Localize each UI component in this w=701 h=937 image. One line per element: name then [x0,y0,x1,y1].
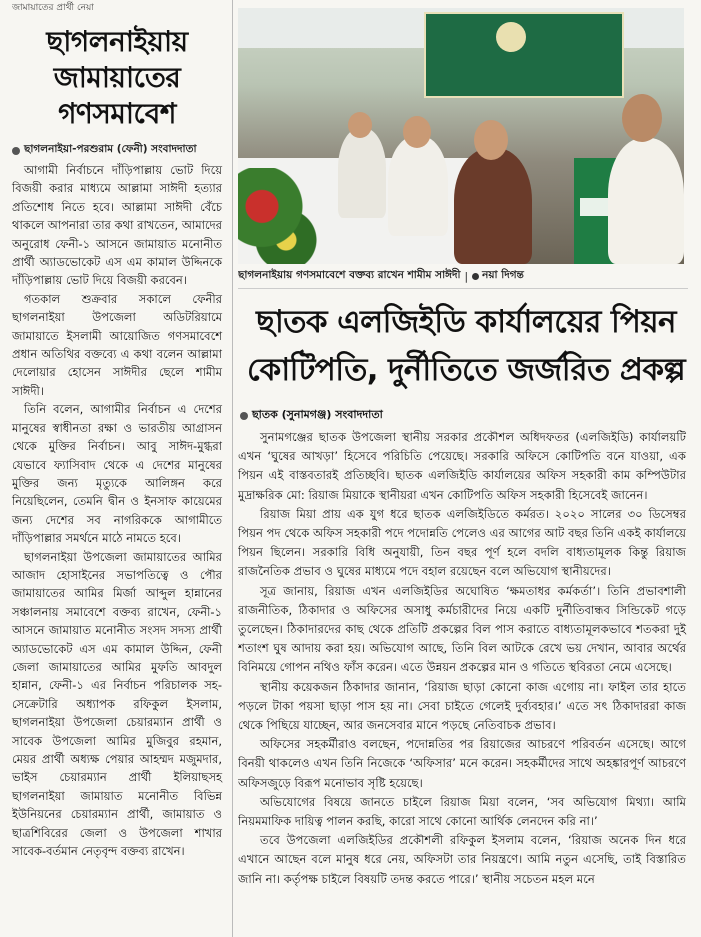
photo-head [403,116,431,148]
left-paragraph: গতকাল শুক্রবার সকালে ফেনীর ছাগলনাইয়া উপজেলা অডিটরিয়ামে জামায়াতে ইসলামী আয়োজিত গণসমাবেশে প্রধান অতিথির বক্তব্যে এ কথা বলেন আল্লামা দেলোয়ার হোসেন সাঈদীর ছেলে শামীম সাঈদী। [12,291,222,398]
right-paragraph: তবে উপজেলা এলজিইডির প্রকৌশলী রফিকুল ইসলাম বলেন, ‘রিয়াজ অনেক দিন ধরে এখানে আছেন বলে মানুষ ধরে নেয়, অফিসটা তার নিয়ন্ত্রণে। আমি নতুন এসেছি, তাই বিস্তারিত জানি না। কর্তৃপক্ষ চাইলে বিষয়টি তদন্ত করতে পারে।’ স্থানীয় সচেতন মহল মনে [238,833,686,886]
right-paragraph: স্থানীয় কয়েকজন ঠিকাদার জানান, ‘রিয়াজ ছাড়া কোনো কাজ এগোয় না। ফাইল তার হাতে পড়লে টাকা পয়সা ছাড়া পাস হয় না। সেবা চাইতে গেলেই দুর্ব্যবহার।’ এতে সৎ ঠিকাদাররা কাজ থেকে পিছিয়ে যাচ্ছেন, আর জনসেবার মানে পড়ছে নেতিবাচক প্রভাব। [238,679,686,733]
left-article [0,0,228,937]
photo-flowers [238,168,318,264]
right-headline-line-1: ছাতক এলজিইডি কার্যালয়ের পিয়ন [256,304,676,340]
top-fragment: জামায়াতের প্রার্থী নেয়া [12,3,94,13]
right-dateline [240,406,383,425]
right-paragraph: সুনামগঞ্জের ছাতক উপজেলা স্থানীয় সরকার প্রকৌশল অধিদফতর (এলজিইডি) কার্যালয়টি এখন ‘ঘুষের আখড়া’ হিসেবে পরিচিতি পেয়েছে। সরকারি অফিসে কোটিপতি বনে যাওয়া, এক পিয়ন এই বাস্তবতারই প্রতিচ্ছবি। ছাতক এলজিইডি কার্যালয়ের অফিস সহকারী কাম কম্পিউটার মুদ্রাক্ষরিক মো: রিয়াজ মিয়াকে স্থানীয়রা এখন কোটিপতি অফিস সহকারী হিসেবেই জানেন। [238,430,686,502]
photo-caption [238,268,694,285]
photo-person [338,128,386,218]
left-body [12,161,222,860]
caption-rule [238,288,688,289]
right-body [238,428,686,889]
right-column [238,0,694,937]
left-headline-line-1: ছাগলনাইয়ায় [46,25,188,58]
scale-logo-icon [496,22,526,52]
left-dateline-text: ছাগলনাইয়া-পরশুরাম (ফেনী) সংবাদদাতা [24,143,197,155]
rally-photo [238,8,684,264]
right-headline-line-2: কোটিপতি, দুর্নীতিতে জর্জরিত প্রকল্প [246,352,686,388]
right-dateline-text: ছাতক (সুনামগঞ্জ) সংবাদদাতা [252,408,383,421]
left-paragraph: তিনি বলেন, আগামীর নির্বাচন এ দেশের মানুষের স্বাধীনতা রক্ষা ও ভারতীয় আগ্রাসন থেকে মুক্তির নির্বাচন। আবু সাঈদ-মুগ্ধরা যেভাবে ফ্যাসিবাদ থেকে এ দেশের মানুষের মুক্তির জন্য মৃত্যুকে আলিঙ্গন করে নিয়েছিলেন, তেমনি দ্বীন ও ইনসাফ কায়েমের জন্য দেশের সব নাগরিককে আগামীতে দাঁড়িপাল্লার সমর্থনে মাঠে নামতে হবে। [12,402,222,546]
right-paragraph: অভিযোগের বিষয়ে জানতে চাইলে রিয়াজ মিয়া বলেন, ‘সব অভিযোগ মিথ্যা। আমি নিয়মমাফিক দায়িত্ব পালন করছি, কারো সাথে কোনো আর্থিক লেনদেন করি না।’ [238,794,686,829]
photo-caption-text: ছাগলনাইয়ায় গণসমাবেশে বক্তব্য রাখেন শামীম সাঈদী [238,269,461,281]
photo-head [474,120,508,160]
photo-head [348,112,372,138]
bullet-icon [240,412,248,420]
left-paragraph: ছাগলনাইয়া উপজেলা জামায়াতের আমির আজাদ হোসাইনের সভাপতিত্বে ও পৌর জামায়াতের আমির মির্জা আব্দুল হান্নানের সঞ্চালনায় সমাবেশে বক্তব্য রাখেন, ফেনী-১ আসনে জামায়াত মনোনীত সংসদ সদস্য প্রার্থী অ্যাডভোকেট এস এম কামাল উদ্দিন, ফেনী জেলা জামায়াতের আমির মুফতি আবদুল হান্নান, ফেনী-১ এর নির্বাচন পরিচালক সহ-সেক্রেটারি অধ্যাপক রফিকুল ইসলাম, ছাগলনাইয়া উপজেলা চেয়ারম্যান প্রার্থী ও সাবেক উপজেলা আমির মুজিবুর রহমান, মেয়র প্রার্থী অধ্যক্ষ পেয়ার আহম্মদ মজুমদার, ভাইস চেয়ারম্যান প্রার্থী ইলিয়াছসহ ছাগলনাইয়া জামায়াত মনোনীত বিভিন্ন ইউনিয়নের চেয়ারম্যান প্রার্থী, জামায়াত ও ছাত্রশিবিরের জেলা ও উপজেলা শাখার সাবেক-বর্তমান নেতৃবৃন্দ বক্তব্য রাখেন। [12,549,222,859]
left-headline [12,24,222,132]
left-headline-line-3: গণসমাবেশ [58,97,176,130]
column-divider [232,0,233,937]
bullet-icon [472,273,479,280]
left-dateline [12,142,222,159]
caption-separator: | [464,270,469,283]
right-paragraph: অফিসের সহকর্মীরাও বলছেন, পদোন্নতির পর রিয়াজের আচরণে পরিবর্তন এসেছে। আগে বিনয়ী থাকলেও এখন তিনি নিজেকে ‘অফিসার’ মনে করেন। সহকর্মীদের সাথে অহঙ্কারপূর্ণ আচরণে অফিসজুড়ে বিরূপ মনোভাব সৃষ্টি হয়েছে। [238,737,686,790]
photo-banner [424,12,624,98]
photo-person [608,138,684,264]
right-headline [238,298,694,394]
left-paragraph: আগামী নির্বাচনে দাঁড়িপাল্লায় ভোট দিয়ে বিজয়ী করার মাধ্যমে আল্লামা সাঈদী হত্যার প্রতিশোধ নিতে হবে। আল্লামা সাঈদী বেঁচে থাকলে আপনারা তার কথা রাখতেন, আমাদের অনুরোধ ফেনী-১ আসনে জামায়াত মনোনীত প্রার্থী অ্যাডভোকেট এস এম কামাল উদ্দিনকে দাঁড়িপাল্লায় ভোট দিয়ে বিজয়ী করবেন। [12,163,222,288]
photo-person [454,148,532,264]
right-paragraph: সূত্র জানায়, রিয়াজ এখন এলজিইডির অঘোষিত ‘ক্ষমতাধর কর্মকর্তা’। তিনি প্রভাবশালী রাজনীতিক, ঠিকাদার ও অফিসের অসাধু কর্মচারীদের নিয়ে একটি দুর্নীতিবান্ধব সিন্ডিকেট গড়ে তুলেছেন। ঠিকাদারদের কাছ থেকে প্রতিটি প্রকল্পের বিল পাস করাতে বাধ্যতামূলকভাবে শতকরা দুই শতাংশ ঘুষ আদায় করা হয়। অভিযোগ আছে, তিনি বিল আটকে রেখে ভয় দেখান, আবার অর্থের বিনিময়ে গোপন নথিও ফাঁস করেন। এতে উন্নয়ন প্রকল্পের মান ও গতিতে স্থবিরতা নেমে এসেছে। [238,583,686,675]
bullet-icon [12,147,20,155]
photo-credit: নয়া দিগন্ত [482,269,524,281]
right-paragraph: রিয়াজ মিয়া প্রায় এক যুগ ধরে ছাতক এলজিইডিতে কর্মরত। ২০২০ সালের ৩০ ডিসেম্বর পিয়ন পদ থেকে অফিস সহকারী পদে পদোন্নতি পেলেও এর আগের আট বছর তিনি একই কার্যালয়ে পিয়ন ছিলেন। সরকারি বিধি অনুযায়ী, তিন বছর পূর্ণ হলে বদলি বাধ্যতামূলক কিন্তু রিয়াজ রাজনৈতিক প্রভাব ও ঘুষের মাধ্যমে পদে বহাল রয়েছেন বলে অভিযোগ স্থানীয়দের। [238,506,686,579]
photo-head [622,94,662,142]
photo-person [388,136,448,236]
left-headline-line-2: জামায়াতের [53,61,181,94]
